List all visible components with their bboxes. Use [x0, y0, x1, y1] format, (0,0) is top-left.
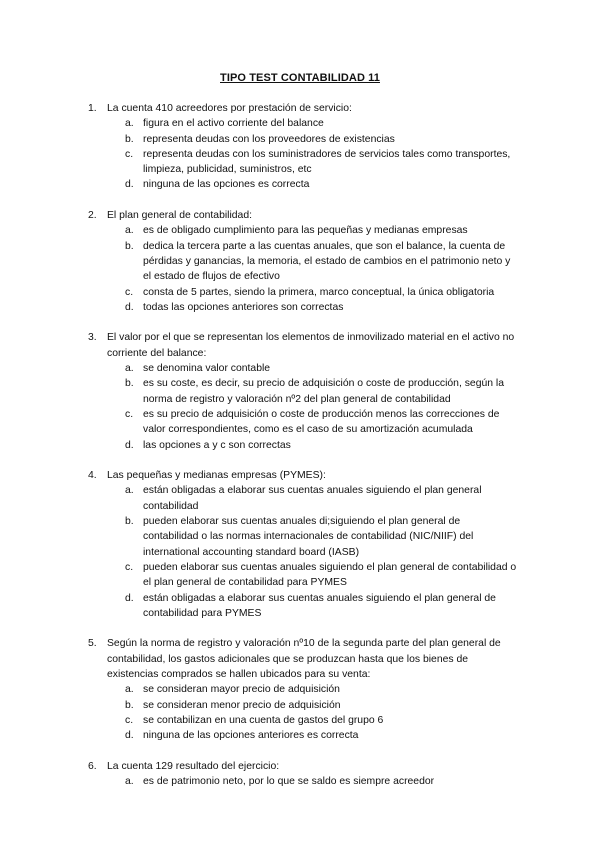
question-text: El valor por el que se representan los elementos de inmovilizado material en el activo no corriente del balance: — [107, 332, 515, 359]
option-letter: d. — [125, 301, 134, 313]
option-letter: a. — [125, 684, 134, 696]
option-letter: c. — [125, 408, 134, 420]
question-text: Según la norma de registro y valoración nº10 de la segunda parte del plan general de contabilidad, los gastos adicionales que se produzcan hasta que los bienes de existencias comprados se hallen ubicados para su venta: — [107, 638, 501, 680]
option-d — [107, 177, 518, 192]
option-letter: a. — [125, 363, 134, 375]
option-letter: c. — [125, 714, 134, 726]
option-a — [107, 483, 518, 514]
option-text: se consideran mayor precio de adquisición — [143, 684, 340, 696]
option-text: están obligadas a elaborar sus cuentas anuales siguiendo el plan general contabilidad — [143, 485, 482, 512]
option-a — [107, 361, 518, 376]
option-text: dedica la tercera parte a las cuentas anuales, que son el balance, la cuenta de pérdidas y ganancias, la memoria, el estado de cambios en el patrimonio neto y el estado de flujos de efectivo — [143, 240, 511, 283]
option-letter: a. — [125, 118, 134, 130]
option-text: pueden elaborar sus cuentas anuales di;siguiendo el plan general de contabilidad o las normas internacionales de contabilidad (NIC/NIIF) del international accounting standard board (IASB) — [143, 516, 474, 558]
question-number: 4. — [88, 470, 97, 482]
option-text: representa deudas con los suministradores de servicios tales como transportes, limpieza, publicidad, suministros, etc — [143, 148, 511, 176]
question-5 — [88, 636, 518, 743]
question-text: La cuenta 410 acreedores por prestación de servicio: — [107, 103, 352, 114]
option-letter: c. — [125, 286, 134, 298]
option-a — [107, 223, 518, 238]
options-list — [107, 361, 518, 453]
option-text: figura en el activo corriente del balance — [143, 118, 324, 130]
option-c — [107, 285, 518, 300]
question-number: 3. — [88, 332, 97, 344]
option-letter: b. — [125, 378, 134, 390]
option-c — [107, 147, 518, 178]
option-letter: a. — [125, 485, 134, 497]
option-d — [107, 300, 518, 315]
option-text: las opciones a y c son correctas — [143, 439, 291, 451]
option-text: representa deudas con los proveedores de existencias — [143, 133, 395, 145]
option-b — [107, 376, 518, 407]
options-list — [107, 223, 518, 315]
option-c — [107, 560, 518, 591]
question-list — [88, 101, 518, 805]
question-number: 2. — [88, 210, 97, 222]
option-text: pueden elaborar sus cuentas anuales siguiendo el plan general de contabilidad o el plan general de contabilidad para PYMES — [143, 561, 517, 589]
option-b — [107, 132, 518, 147]
option-letter: b. — [125, 240, 134, 252]
question-number: 6. — [88, 760, 97, 772]
option-a — [107, 682, 518, 697]
option-letter: a. — [125, 776, 134, 788]
option-text: se consideran menor precio de adquisición — [143, 699, 341, 711]
option-text: están obligadas a elaborar sus cuentas anuales siguiendo el plan general de contabilidad para PYMES — [143, 592, 496, 619]
option-b — [107, 239, 518, 285]
option-d — [107, 591, 518, 622]
question-4 — [88, 468, 518, 621]
option-letter: b. — [125, 699, 134, 711]
option-text: ninguna de las opciones anteriores es correcta — [143, 730, 359, 742]
option-d — [107, 438, 518, 453]
option-letter: d. — [125, 730, 134, 742]
option-text: se contabilizan en una cuenta de gastos del grupo 6 — [143, 714, 384, 726]
question-number: 1. — [88, 103, 97, 114]
question-text: El plan general de contabilidad: — [107, 210, 252, 222]
option-text: consta de 5 partes, siendo la primera, marco conceptual, la única obligatoria — [143, 286, 495, 298]
question-2 — [88, 208, 518, 315]
option-text: es su coste, es decir, su precio de adquisición o coste de producción, según la norma de registro y valoración nº2 del plan general de contabilidad — [143, 378, 505, 405]
option-letter: b. — [125, 516, 134, 528]
options-list — [107, 682, 518, 743]
option-b — [107, 698, 518, 713]
option-text: es de obligado cumplimiento para las pequeñas y medianas empresas — [143, 225, 468, 237]
question-number: 5. — [88, 638, 97, 650]
question-text: La cuenta 129 resultado del ejercicio: — [107, 760, 280, 772]
option-text: ninguna de las opciones es correcta — [143, 179, 310, 191]
option-c — [107, 713, 518, 728]
question-1 — [88, 101, 518, 193]
option-text: se denomina valor contable — [143, 363, 271, 375]
document-title: TIPO TEST CONTABILIDAD 11 — [220, 72, 380, 84]
option-letter: d. — [125, 179, 134, 191]
question-6 — [88, 759, 518, 790]
question-text: Las pequeñas y medianas empresas (PYMES): — [107, 470, 326, 482]
option-letter: a. — [125, 225, 134, 237]
option-c — [107, 407, 518, 438]
question-3 — [88, 330, 518, 452]
option-text: todas las opciones anteriores son correctas — [143, 301, 344, 313]
option-letter: c. — [125, 561, 134, 573]
option-text: es de patrimonio neto, por lo que se saldo es siempre acreedor — [143, 776, 435, 788]
option-letter: b. — [125, 133, 134, 145]
option-b — [107, 514, 518, 560]
option-d — [107, 728, 518, 743]
option-letter: d. — [125, 439, 134, 451]
options-list — [107, 483, 518, 621]
options-list — [107, 116, 518, 192]
option-letter: d. — [125, 592, 134, 604]
option-a — [107, 774, 518, 789]
option-text: es su precio de adquisición o coste de producción menos las correcciones de valor correspondientes, como es el caso de su amortización acumulada — [143, 408, 500, 436]
option-letter: c. — [125, 148, 134, 160]
option-a — [107, 116, 518, 131]
options-list — [107, 774, 518, 789]
